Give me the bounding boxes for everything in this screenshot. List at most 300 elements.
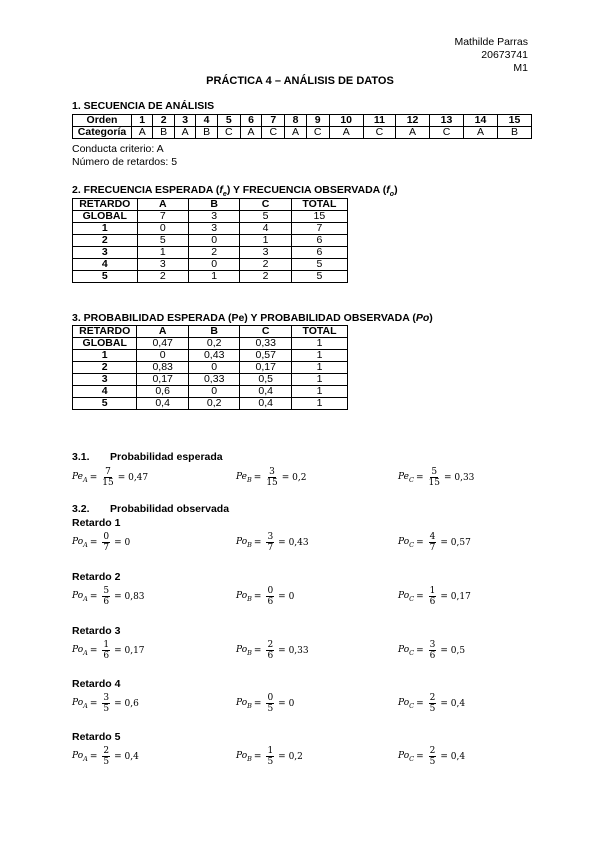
column-header: A (137, 199, 188, 211)
eq-denominator: 6 (103, 651, 110, 661)
eq-fraction (102, 586, 110, 607)
equation (72, 586, 145, 607)
eq-equals: = (89, 645, 98, 656)
eq-fraction (266, 693, 274, 714)
eq-numerator: 4 (429, 532, 436, 542)
eq-equals: = (253, 751, 262, 762)
sub31-label: Probabilidad esperada (110, 451, 223, 463)
eq-result: = 0,43 (278, 537, 309, 548)
eq-symbol: Po (72, 750, 84, 761)
eq-denominator: 6 (267, 597, 274, 607)
order-cell: 14 (463, 115, 497, 127)
equation (72, 693, 139, 714)
eq-result: = 0,33 (278, 645, 309, 656)
eq-subscript: C (409, 540, 415, 549)
row-label: 2 (73, 362, 137, 374)
eq-denominator: 15 (428, 478, 440, 488)
equation (72, 640, 145, 661)
eq-denominator: 6 (429, 651, 436, 661)
table-row (73, 362, 348, 374)
eq-denominator: 6 (429, 597, 436, 607)
eq-subscript: B (247, 701, 252, 710)
category-cell: A (329, 127, 363, 139)
s2-mid: ) Y FRECUENCIA OBSERVADA ( (226, 184, 387, 196)
category-cell: A (285, 127, 306, 139)
eq-equals: = (253, 645, 262, 656)
eq-subscript: C (409, 594, 415, 603)
s3-italic: Po (415, 312, 430, 324)
eq-equals: = (253, 591, 262, 602)
table-cell: 1 (291, 362, 347, 374)
table-cell: 0,5 (240, 374, 292, 386)
eq-fraction (266, 532, 274, 553)
eq-numerator: 2 (103, 746, 110, 756)
lag-title: Retardo 4 (72, 678, 121, 690)
column-header: RETARDO (73, 199, 138, 211)
table-row (73, 259, 348, 271)
category-cell: C (262, 127, 285, 139)
sequence-table (72, 114, 532, 139)
column-header: TOTAL (291, 199, 347, 211)
student-id: 20673741 (481, 49, 528, 61)
table-cell: 3 (188, 223, 239, 235)
eq-lhs (236, 751, 252, 763)
category-cell: A (463, 127, 497, 139)
table-cell: 0,2 (188, 398, 240, 410)
equation (398, 693, 465, 714)
category-cell: B (196, 127, 217, 139)
s2-post: ) (394, 184, 398, 196)
table-cell: 0 (188, 235, 239, 247)
equation (398, 467, 474, 488)
eq-symbol: Po (236, 750, 248, 761)
table-cell: 1 (291, 350, 347, 362)
table-cell: 0,17 (137, 374, 189, 386)
eq-symbol: Po (398, 536, 410, 547)
eq-denominator: 5 (103, 757, 110, 767)
table-cell: 2 (240, 259, 291, 271)
category-cell: A (132, 127, 153, 139)
table-cell: 1 (291, 398, 347, 410)
eq-symbol: Po (72, 590, 84, 601)
order-cell: 3 (174, 115, 195, 127)
eq-numerator: 3 (103, 693, 110, 703)
eq-symbol: Po (236, 644, 248, 655)
eq-result: = 0,4 (440, 698, 466, 709)
eq-subscript: A (83, 594, 88, 603)
eq-numerator: 2 (429, 693, 436, 703)
equation (72, 746, 139, 767)
table-cell: 1 (291, 374, 347, 386)
equation (236, 467, 306, 488)
column-header: B (188, 199, 239, 211)
eq-fraction (429, 586, 437, 607)
eq-equals: = (416, 751, 424, 762)
eq-fraction (266, 746, 274, 767)
lag-title: Retardo 5 (72, 731, 121, 743)
eq-fraction (429, 532, 437, 553)
eq-result: = 0 (278, 591, 295, 602)
table-cell: 5 (291, 271, 347, 283)
eq-lhs (72, 751, 88, 763)
s2-pre: 2. FRECUENCIA ESPERADA ( (72, 184, 220, 196)
eq-result: = 0,6 (114, 698, 139, 709)
eq-numerator: 0 (103, 532, 110, 542)
eq-lhs (72, 537, 88, 549)
equation (398, 532, 471, 553)
eq-subscript: A (83, 754, 88, 763)
sub32-number: 3.2. (72, 503, 90, 515)
eq-equals: = (89, 698, 98, 709)
row-label: 2 (73, 235, 138, 247)
table-cell: 1 (291, 338, 347, 350)
eq-result: = 0,33 (443, 472, 475, 483)
eq-symbol: Po (398, 697, 410, 708)
eq-equals: = (89, 472, 98, 483)
category-cell: C (430, 127, 464, 139)
order-cell: 8 (285, 115, 306, 127)
table-cell: 0,6 (137, 386, 189, 398)
equation (236, 532, 309, 553)
table-cell: 0 (188, 259, 239, 271)
table-cell: 0 (137, 350, 189, 362)
table-header-row (73, 326, 348, 338)
table-row (73, 374, 348, 386)
fo-symbol: f (386, 184, 390, 196)
table-cell: 0,17 (240, 362, 292, 374)
section3-heading (72, 312, 433, 324)
table-cell: 0,57 (240, 350, 292, 362)
eq-lhs (398, 537, 414, 549)
eq-equals: = (89, 751, 98, 762)
equation (398, 586, 471, 607)
equation (236, 640, 309, 661)
eq-denominator: 7 (267, 543, 274, 553)
category-cell: C (306, 127, 329, 139)
eq-lhs (236, 472, 252, 484)
eq-equals: = (253, 472, 262, 483)
eq-numerator: 2 (267, 640, 274, 650)
eq-numerator: 1 (429, 586, 436, 596)
eq-denominator: 5 (103, 704, 110, 714)
table-cell: 0,2 (188, 338, 240, 350)
eq-subscript: C (408, 475, 414, 484)
column-header: C (240, 326, 292, 338)
eq-lhs (72, 472, 88, 484)
eq-fraction (429, 746, 437, 767)
eq-lhs (398, 751, 414, 763)
eq-fraction (266, 586, 274, 607)
eq-equals: = (416, 698, 424, 709)
column-header: A (137, 326, 189, 338)
group-code: M1 (513, 62, 528, 74)
category-cell: C (217, 127, 240, 139)
category-cell: A (396, 127, 430, 139)
equation (236, 586, 294, 607)
eq-result: = 0,4 (440, 751, 466, 762)
table-cell: 1 (291, 386, 347, 398)
eq-numerator: 7 (105, 467, 111, 477)
sub31-heading (72, 451, 223, 463)
frequency-table (72, 198, 348, 283)
eq-numerator: 3 (269, 467, 275, 477)
eq-subscript: C (409, 648, 415, 657)
row-label: 1 (73, 350, 137, 362)
table-cell: 0,4 (137, 398, 189, 410)
equation (398, 746, 465, 767)
order-cell: 10 (329, 115, 363, 127)
author-name: Mathilde Parras (454, 36, 528, 48)
eq-symbol: Po (398, 644, 410, 655)
table-cell: 5 (137, 235, 188, 247)
category-cell: B (153, 127, 174, 139)
eq-numerator: 3 (267, 532, 274, 542)
eq-symbol: Po (72, 697, 84, 708)
eq-denominator: 15 (266, 478, 278, 488)
eq-lhs (236, 537, 252, 549)
table-cell: 15 (291, 211, 347, 223)
header-block (454, 36, 528, 75)
table-row (73, 398, 348, 410)
eq-result: = 0,2 (278, 751, 303, 762)
row-label: 4 (73, 386, 137, 398)
eq-result: = 0,2 (281, 472, 307, 483)
eq-result: = 0,83 (114, 591, 145, 602)
order-cell: 7 (262, 115, 285, 127)
column-header: B (188, 326, 240, 338)
eq-result: = 0,57 (440, 537, 471, 548)
table-row (73, 211, 348, 223)
table-row (73, 386, 348, 398)
eq-lhs (72, 645, 88, 657)
s3-post: ) (429, 312, 433, 324)
eq-subscript: C (409, 701, 415, 710)
order-cell: 15 (497, 115, 531, 127)
category-cell: B (497, 127, 531, 139)
eq-symbol: Pe (398, 471, 409, 482)
order-cell: 12 (396, 115, 430, 127)
sub32-label: Probabilidad observada (110, 503, 230, 515)
eq-subscript: A (83, 701, 88, 710)
eq-fraction (102, 467, 113, 488)
criterio-text: Conducta criterio: A (72, 143, 164, 155)
table-cell: 3 (240, 247, 291, 259)
equation (236, 746, 303, 767)
eq-equals: = (416, 645, 424, 656)
eq-numerator: 1 (267, 746, 274, 756)
table-cell: 4 (240, 223, 291, 235)
order-cell: 1 (132, 115, 153, 127)
eq-denominator: 5 (429, 757, 436, 767)
table-cell: 0,83 (137, 362, 189, 374)
eq-numerator: 0 (267, 693, 274, 703)
eq-numerator: 3 (429, 640, 436, 650)
eq-symbol: Po (72, 644, 84, 655)
eq-numerator: 0 (267, 586, 274, 596)
order-cell: 9 (306, 115, 329, 127)
table-cell: 2 (188, 247, 239, 259)
lag-title: Retardo 3 (72, 625, 121, 637)
eq-subscript: B (247, 594, 252, 603)
eq-fraction (102, 746, 110, 767)
eq-lhs (72, 591, 88, 603)
eq-symbol: Pe (236, 471, 247, 482)
table-cell: 3 (137, 259, 188, 271)
table-cell: 2 (137, 271, 188, 283)
order-label: Orden (73, 115, 132, 127)
eq-numerator: 2 (429, 746, 436, 756)
eq-equals: = (253, 537, 262, 548)
table-cell: 0 (137, 223, 188, 235)
row-label: 3 (73, 247, 138, 259)
table-cell: 6 (291, 247, 347, 259)
eq-lhs (236, 591, 252, 603)
eq-lhs (236, 645, 252, 657)
equation (398, 640, 465, 661)
table-cell: 1 (137, 247, 188, 259)
table-cell: 1 (188, 271, 239, 283)
eq-fraction (102, 693, 110, 714)
eq-lhs (398, 472, 414, 484)
eq-symbol: Po (236, 536, 248, 547)
table-cell: 5 (240, 211, 291, 223)
eq-symbol: Po (236, 590, 248, 601)
eq-result: = 0,4 (114, 751, 139, 762)
equation (72, 532, 130, 553)
eq-subscript: B (247, 648, 252, 657)
fe-sub: e (222, 191, 227, 199)
eq-denominator: 5 (267, 704, 274, 714)
eq-result: = 0,5 (440, 645, 466, 656)
table-row (73, 247, 348, 259)
page-title: PRÁCTICA 4 – ANÁLISIS DE DATOS (206, 75, 394, 87)
eq-lhs (398, 698, 414, 710)
eq-numerator: 1 (103, 640, 110, 650)
table-cell: 0,47 (137, 338, 189, 350)
eq-fraction (102, 640, 110, 661)
lag-title: Retardo 2 (72, 571, 121, 583)
eq-equals: = (253, 698, 262, 709)
eq-result: = 0 (278, 698, 295, 709)
order-cell: 11 (363, 115, 395, 127)
eq-symbol: Pe (72, 471, 83, 482)
eq-fraction (266, 467, 277, 488)
order-row (73, 115, 532, 127)
eq-lhs (398, 645, 414, 657)
row-label: GLOBAL (73, 338, 137, 350)
table-cell: 3 (188, 211, 239, 223)
column-header: TOTAL (291, 326, 347, 338)
eq-subscript: A (82, 475, 88, 484)
eq-denominator: 7 (103, 543, 110, 553)
fe-symbol: f (219, 184, 223, 196)
eq-result: = 0,17 (440, 591, 471, 602)
eq-symbol: Po (398, 590, 410, 601)
table-cell: 6 (291, 235, 347, 247)
table-cell: 7 (137, 211, 188, 223)
row-label: 5 (73, 271, 138, 283)
row-label: 5 (73, 398, 137, 410)
eq-equals: = (89, 537, 98, 548)
table-row (73, 235, 348, 247)
eq-subscript: C (409, 754, 415, 763)
section1-heading: 1. SECUENCIA DE ANÁLISIS (72, 100, 215, 112)
table-cell: 0 (188, 386, 240, 398)
table-row (73, 271, 348, 283)
eq-equals: = (416, 537, 424, 548)
sub32-heading (72, 503, 229, 515)
eq-fraction (429, 693, 437, 714)
eq-result: = 0 (114, 537, 131, 548)
table-cell: 0,43 (188, 350, 240, 362)
eq-denominator: 5 (267, 757, 274, 767)
row-label: 1 (73, 223, 138, 235)
eq-lhs (72, 698, 88, 710)
category-label: Categoría (73, 127, 132, 139)
table-cell: 0,33 (240, 338, 292, 350)
eq-result: = 0,47 (117, 472, 149, 483)
eq-subscript: B (247, 754, 252, 763)
table-cell: 2 (240, 271, 291, 283)
table-cell: 7 (291, 223, 347, 235)
probability-table (72, 325, 348, 410)
eq-denominator: 5 (429, 704, 436, 714)
table-header-row (73, 199, 348, 211)
eq-result: = 0,17 (114, 645, 145, 656)
eq-fraction (102, 532, 110, 553)
sub31-number: 3.1. (72, 451, 90, 463)
eq-lhs (398, 591, 414, 603)
column-header: RETARDO (73, 326, 137, 338)
eq-subscript: B (247, 540, 252, 549)
fo-sub: o (389, 191, 395, 199)
eq-denominator: 6 (103, 597, 110, 607)
category-cell: A (240, 127, 261, 139)
eq-lhs (236, 698, 252, 710)
category-row (73, 127, 532, 139)
order-cell: 6 (240, 115, 261, 127)
order-cell: 2 (153, 115, 174, 127)
eq-denominator: 7 (429, 543, 436, 553)
eq-subscript: A (83, 540, 88, 549)
eq-symbol: Po (236, 697, 248, 708)
eq-fraction (266, 640, 274, 661)
row-label: GLOBAL (73, 211, 138, 223)
table-cell: 1 (240, 235, 291, 247)
row-label: 4 (73, 259, 138, 271)
equation (72, 467, 148, 488)
table-row (73, 223, 348, 235)
eq-subscript: A (83, 648, 88, 657)
table-cell: 0,4 (240, 398, 292, 410)
column-header: C (240, 199, 291, 211)
equation (236, 693, 294, 714)
table-cell: 0,4 (240, 386, 292, 398)
eq-denominator: 6 (267, 651, 274, 661)
table-cell: 0 (188, 362, 240, 374)
eq-equals: = (89, 591, 98, 602)
eq-fraction (429, 467, 440, 488)
row-label: 3 (73, 374, 137, 386)
category-cell: C (363, 127, 395, 139)
eq-symbol: Po (72, 536, 84, 547)
table-row (73, 338, 348, 350)
section2-heading (72, 184, 398, 198)
eq-numerator: 5 (103, 586, 110, 596)
eq-symbol: Po (398, 750, 410, 761)
table-row (73, 350, 348, 362)
eq-equals: = (416, 591, 424, 602)
